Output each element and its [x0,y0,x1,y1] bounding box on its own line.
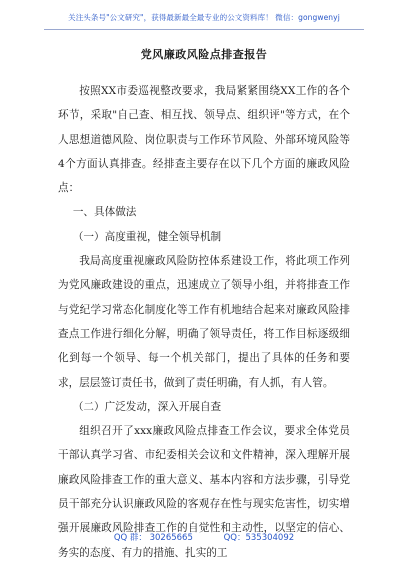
subsection-body-1: 我局高度重视廉政风险防控体系建设工作，将此项工作列为党风廉政建设的重点，迅速成立了领导小组，并将排查工作与党纪学习常态化制度化等工作有机地结合起来对廉政风险排查点工作进行细化分解，明确了领导责任，将工作目标逐级细化到每一个领导、每一个机关部门，提出了具体的任务和要求，层层签订责任书，做到了责任明确，有人抓，有人管。 [58,255,350,389]
intro-paragraph: 按照XX市委巡视整改要求，我局紧紧围绕XX工作的各个环节，采取"自己查、相互找、领导点、组织评"等方式，在个人思想道德风险、岗位职责与工作环节风险、外部环境风险等4个方面认真排查。经排查主要存在以下几个方面的廉政风险点： [58,85,350,195]
subsection-heading-1: （一）高度重视，健全领导机制 [72,230,222,243]
page-footer [0,531,408,543]
header-divider [44,29,364,30]
page-header [0,0,408,30]
footer-qq-group: QQ 群： 30265665 [113,533,193,543]
footer-qq-number: QQ：535304092 [223,533,295,543]
subsection-heading-2: （二）广泛发动，深入开展自查 [72,400,222,413]
subsection-body-2: 组织召开了xxx廉政风险点排查工作会议，要求全体党员干部认真学习省、市纪委相关会议和文件精神，深入理解开展廉政风险排查工作的重大意义、基本内容和方法步骤，引导党员干部充分认识廉政风险的客观存在性与现实危害性，切实增强开展廉政风险排查工作的自觉性和主动性，以坚定的信心、务实的态度、有力的措施、扎实的工 [58,425,350,559]
document-body [58,46,350,565]
section-heading-1: 一、具体做法 [72,206,137,219]
header-promo-text: 关注头条号"公文研究"，获得最新最全最专业的公文资料库！ 微信：gongwenyj [68,13,340,22]
document-title: 党风廉政风险点排查报告 [140,48,268,61]
